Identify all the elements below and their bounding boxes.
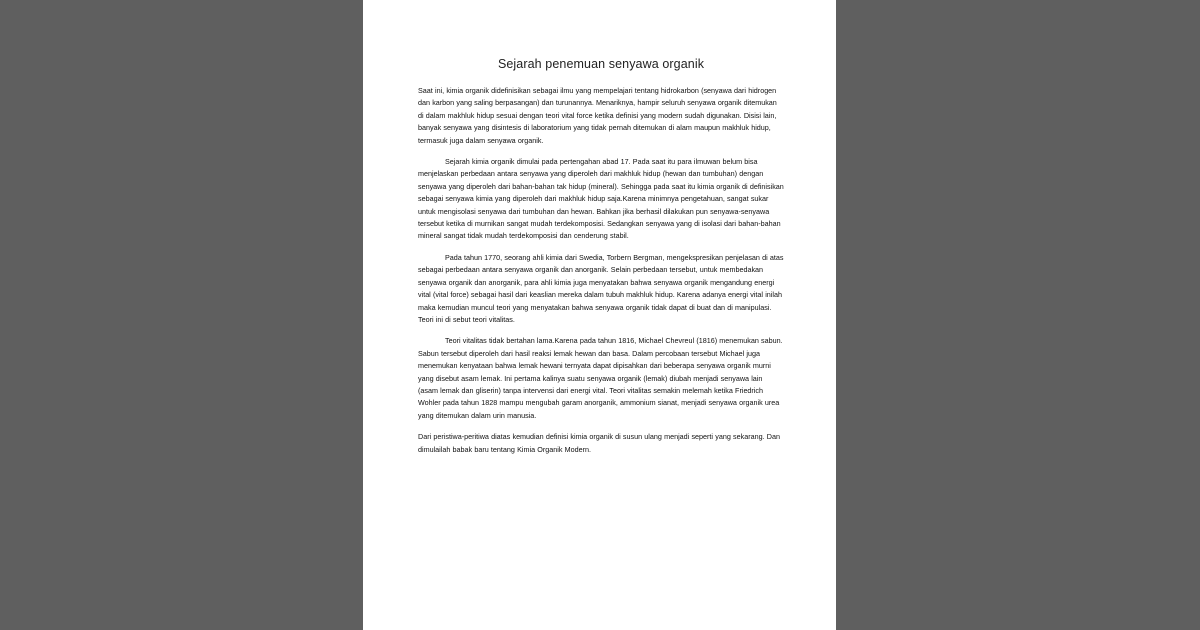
paragraph-history: Sejarah kimia organik dimulai pada pertengahan abad 17. Pada saat itu para ilmuwan belum bisa menjelaskan perbedaan antara senyawa yang diperoleh dari makhluk hidup (hewan dan tumbuhan) dengan senyawa yang diperoleh dari bahan-bahan tak hidup (mineral). Sehingga pada saat itu kimia organik di definisikan sebagai senyawa kimia yang diperoleh dari makhluk hidup saja.Karena minimnya pengetahuan, sangat sukar untuk mengisolasi senyawa dari tumbuhan dan hewan. Bahkan jika berhasil dilakukan pun senyawa-senyawa tersebut ketika di murnikan sangat mudah terdekomposisi. Sedangkan senyawa yang di isolasi dari bahan-bahan mineral sangat tidak mudah terdekomposisi dan cenderung stabil.: [418, 157, 784, 241]
page-content: [418, 57, 784, 465]
paragraph-vitalitas: Teori vitalitas tidak bertahan lama.Karena pada tahun 1816, Michael Chevreul (1816) menemukan sabun. Sabun tersebut diperoleh dari hasil reaksi lemak hewan dan basa. Dalam percobaan tersebut Michael juga menemukan kenyataan bahwa lemak hewani ternyata dapat dipisahkan dari beberapa senyawa organik murni yang disebut asam lemak. Ini pertama kalinya suatu senyawa organik (lemak) diubah menjadi senyawa lain (asam lemak dan gliserin) tanpa intervensi dari energi vital. Teori vitalitas semakin melemah ketika Friedrich Wohler pada tahun 1828 mampu mengubah garam anorganik, ammonium sianat, menjadi senyawa organik urea yang ditemukan dalam urin manusia.: [418, 336, 783, 420]
paragraph-bergman: Pada tahun 1770, seorang ahli kimia dari Swedia, Torbern Bergman, mengekspresikan penjelasan di atas sebagai perbedaan antara senyawa organik dan anorganik. Selain perbedaan tersebut, untuk membedakan senyawa organik dan anorganik, para ahli kimia juga menyatakan bahwa senyawa organik mengandung energi vital (vital force) sebagai hasil dari keaslian mereka dalam tubuh makhluk hidup. Karena adanya energi vital inilah maka kemudian muncul teori yang menyatakan bahwa senyawa organik tidak dapat di buat dan di manipulasi. Teori ini di sebut teori vitalitas.: [418, 252, 784, 324]
paragraph-conclusion: Dari peristiwa-peritiwa diatas kemudian definisi kimia organik di susun ulang menjadi seperti yang sekarang. Dan dimulailah babak baru tentang Kimia Organik Modern.: [418, 432, 780, 454]
document-page[interactable]: [363, 0, 836, 630]
paragraph-intro: Saat ini, kimia organik didefinisikan sebagai ilmu yang mempelajari tentang hidrokarbon (senyawa dari hidrogen dan karbon yang saling berpasangan) dan turunannya. Menariknya, hampir seluruh senyawa organik ditemukan di dalam makhluk hidup sesuai dengan teori vital force ketika definisi yang modern sudah digunakan. Disisi lain, banyak senyawa yang disintesis di laboratorium yang tidak pernah ditemukan di alam maupun makhluk hidup, termasuk juga dalam senyawa organik.: [418, 86, 777, 145]
document-title: Sejarah penemuan senyawa organik: [497, 57, 705, 71]
